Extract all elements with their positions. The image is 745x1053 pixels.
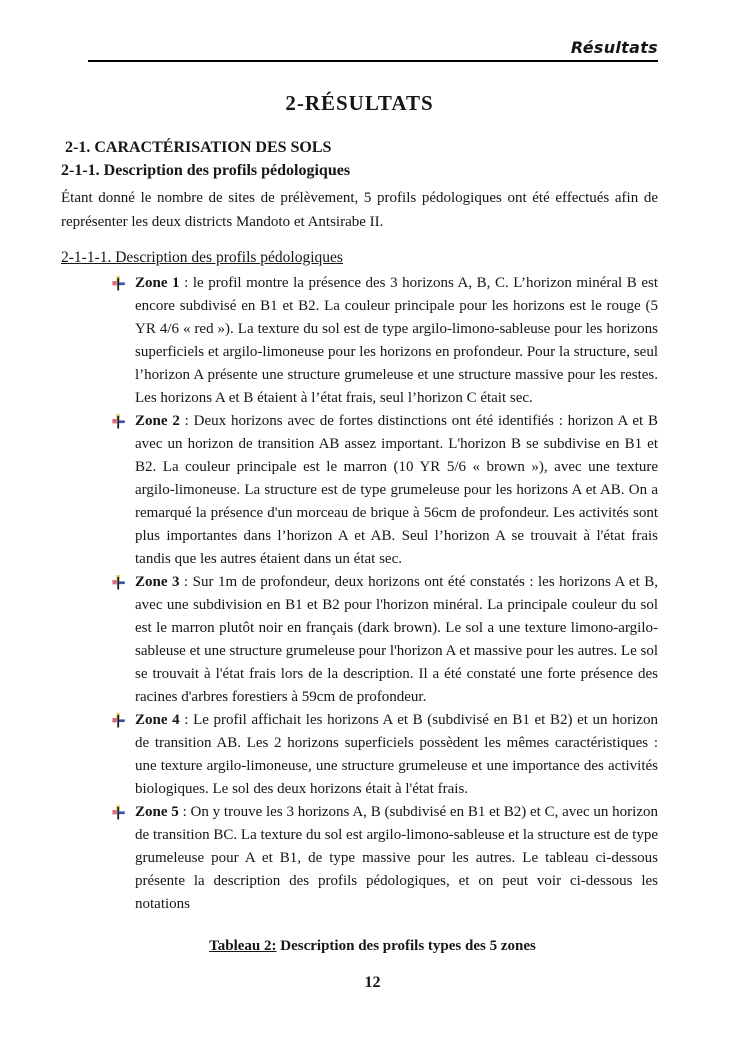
picture-bullet-icon xyxy=(112,276,125,291)
picture-bullet-icon xyxy=(112,414,125,429)
picture-bullet-icon xyxy=(112,713,125,728)
zone-item-3 xyxy=(135,571,658,709)
picture-bullet-icon xyxy=(112,805,125,820)
intro-paragraph: Étant donné le nombre de sites de prélèvement, 5 profils pédologiques ont été effectués afin de représenter les deux districts Mandoto et Antsirabe II. xyxy=(61,190,658,230)
zone-label: Zone 4 xyxy=(135,712,180,728)
zone-label: Zone 2 xyxy=(135,413,180,429)
zone-text: : On y trouve les 3 horizons A, B (subdivisé en B1 et B2) et C, avec un horizon de transition BC. La texture du sol est argilo-limono-sableuse et la structure est de type grumeleuse pour A et B1, de type massive pour les autres. Le tableau ci-dessous présente la description des profils pédologiques, et on peut voir ci-dessous les notations xyxy=(135,804,658,912)
zone-item-1 xyxy=(135,272,658,410)
main-title: 2-RÉSULTATS xyxy=(285,91,434,115)
zone-text: : le profil montre la présence des 3 horizons A, B, C. L’horizon minéral B est encore subdivisé en B1 et B2. La couleur principale pour les horizons est le rouge (5 YR 4/6 « red »). La texture du sol est de type argilo-limono-sableuse pour les horizons superficiels et argilo-limoneuse pour les horizons en profondeur. Pour la structure, seul l’horizon A présente une structure grumeleuse et une structure massive pour les restes. Les horizons A et B étaient à l’état frais, seul l’horizon C était sec. xyxy=(135,275,658,406)
table-caption-text: Description des profils types des 5 zones xyxy=(276,938,536,954)
page-number: 12 xyxy=(364,974,381,991)
subsubsection-heading: 2-1-1-1. Description des profils pédologiques xyxy=(61,249,343,266)
zone-text: : Sur 1m de profondeur, deux horizons ont été constatés : les horizons A et B, avec une subdivision en B1 et B2 pour l'horizon minéral. La principale couleur du sol est le marron plutôt noir en français (dark brown). Le sol a une texture limono-argilo-sableuse et une structure grumeleuse pour l'horizon A et massive pour les autres. Le sol se trouvait à l'état frais lors de la description. Il a été constaté une forte présence des racines d'arbres forestiers à 59cm de profondeur. xyxy=(135,574,658,705)
zone-text: : Deux horizons avec de fortes distinctions ont été identifiés : horizon A et B avec un horizon de transition AB assez important. L'horizon B se subdivise en B1 et B2. La couleur principale est le marron (10 YR 5/6 « brown »), avec une texture argilo-limoneuse. La structure est de type grumeleuse pour les horizons A et AB. On a remarqué la présence d'un morceau de brique à 56cm de profondeur. Les activités sont plus importantes dans l’horizon A et AB. Seul l’horizon A se trouvait à l'état frais tandis que les autres étaient dans un état sec. xyxy=(135,413,658,567)
page-header xyxy=(88,38,658,62)
subsection-heading: 2-1-1. Description des profils pédologiques xyxy=(61,162,351,179)
zone-item-2 xyxy=(135,410,658,571)
zone-label: Zone 1 xyxy=(135,275,180,291)
zones-list xyxy=(61,272,658,916)
zone-text: : Le profil affichait les horizons A et B (subdivisé en B1 et B2) et un horizon de transition AB. Les 2 horizons superficiels possèdent les mêmes caractéristiques : une texture argilo-limoneuse, une structure grumeleuse et une importance des activités biologiques. Le sol des deux horizons était à l'état frais. xyxy=(135,712,658,797)
table-caption-label: Tableau 2: xyxy=(209,938,277,954)
zone-label: Zone 3 xyxy=(135,574,180,590)
zone-item-5 xyxy=(135,801,658,916)
running-header-title: Résultats xyxy=(570,38,658,57)
section-heading: 2-1. CARACTÉRISATION DES SOLS xyxy=(65,139,332,156)
zone-item-4 xyxy=(135,709,658,801)
zone-label: Zone 5 xyxy=(135,804,179,820)
picture-bullet-icon xyxy=(112,575,125,590)
table-caption xyxy=(0,936,745,956)
